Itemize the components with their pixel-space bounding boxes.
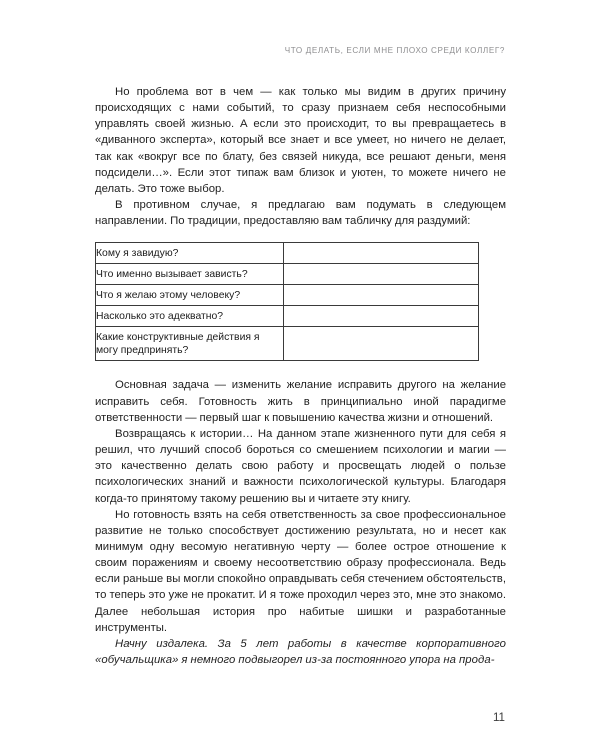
- table-row: [96, 285, 479, 306]
- table-question-cell: Какие конструктивные действия я могу предпринять?: [96, 327, 284, 361]
- paragraph-6-italic: Начну издалека. За 5 лет работы в качестве корпоративного «обучальщика» я немного подвыгорел из-за постоянного упора на прода-: [95, 637, 506, 667]
- paragraph-1: Но проблема вот в чем — как только мы видим в других причину происходящих с нами событий, то сразу признаем себя неспособными управлять своей жизнью. А если это происходит, то вы превращаетесь в «диванного эксперта», который все знает и все умеет, но ничего не делает, так как «вокруг все по блату, без связей никуда, все решают деньги, меня подсидели…». Если этот типаж вам близок и уютен, то можете ничего не делать. Это тоже выбор.: [95, 86, 506, 195]
- table-row: [96, 306, 479, 327]
- paragraph-2: В противном случае, я предлагаю вам подумать в следующем направлении. По традиции, предоставляю вам табличку для раздумий:: [95, 199, 506, 228]
- table-answer-cell[interactable]: [284, 285, 479, 306]
- table-question-cell: Что я желаю этому человеку?: [96, 285, 284, 306]
- text-column: [95, 84, 506, 668]
- table-question-cell: Что именно вызывает зависть?: [96, 264, 284, 285]
- running-head: ЧТО ДЕЛАТЬ, ЕСЛИ МНЕ ПЛОХО СРЕДИ КОЛЛЕГ?: [284, 46, 505, 55]
- table-answer-cell[interactable]: [284, 264, 479, 285]
- table-answer-cell[interactable]: [284, 327, 479, 361]
- paragraph-3: Основная задача — изменить желание исправить другого на желание исправить себя. Готовность жить в принципиально иной парадигме ответственности — первый шаг к повышению качества жизни и отношений.: [95, 379, 506, 424]
- table-answer-cell[interactable]: [284, 243, 479, 264]
- spacer-below-table: [95, 361, 506, 377]
- page-number: 11: [492, 711, 505, 724]
- table-row: [96, 327, 479, 361]
- reflection-table: [95, 242, 479, 361]
- table-row: [96, 243, 479, 264]
- paragraph-5: Но готовность взять на себя ответственность за свое профессиональное развитие не только способствует достижению результата, но и несет как минимум одну весомую негативную черту — более острое отношение к своим поражениям и своему несоответствию образу профессионала. Ведь если раньше вы могли спокойно оправдывать себя стечением обстоятельств, то теперь это уже не прокатит. И я тоже проходил через это, мне это знакомо. Далее небольшая история про набитые шишки и разработанные инструменты.: [95, 508, 506, 634]
- table-answer-cell[interactable]: [284, 306, 479, 327]
- spacer-above-table: [95, 229, 506, 242]
- table-question-cell: Кому я завидую?: [96, 243, 284, 264]
- table-question-cell: Насколько это адекватно?: [96, 306, 284, 327]
- paragraph-4: Возвращаясь к истории… На данном этапе жизненного пути для себя я решил, что лучший способ бороться со смешением психологии и магии — это качественно делать свою работу и просвещать людей о пользе психологических знаний и важности психологической культуры. Благодаря когда-то принятому такому решению вы и читаете эту книгу.: [95, 427, 506, 505]
- table-row: [96, 264, 479, 285]
